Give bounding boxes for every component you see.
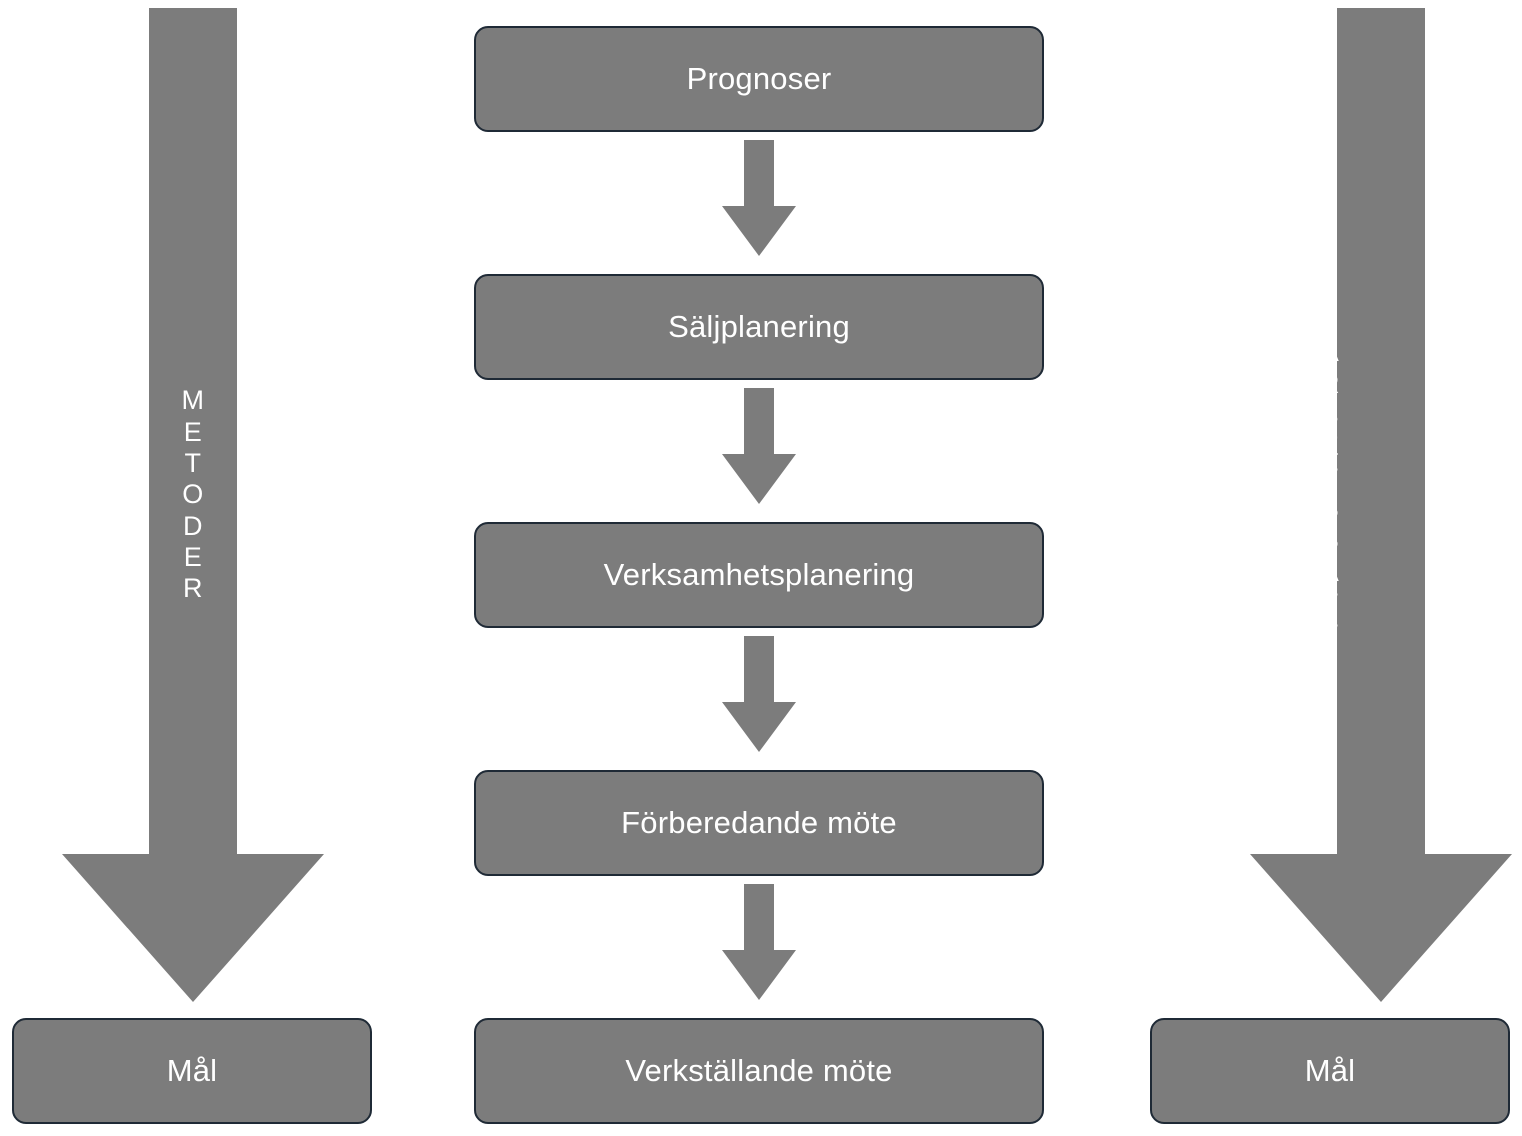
node-label: Verkställande möte [625,1053,893,1088]
node-prognoser[interactable] [474,26,1044,132]
left-label-char: E [183,541,203,572]
right-label-char: T [1321,462,1339,493]
node-label: Förberedande möte [621,805,897,840]
right-label-char: T [1321,587,1339,618]
right-label-char: Ä [1320,556,1340,587]
right-label-char: R [1320,368,1340,399]
node-saljplanering[interactable] [474,274,1044,380]
right-label-char: S [1320,494,1340,524]
left-label-char: D [183,510,203,541]
right-label-char: B [1320,400,1340,431]
node-label: Prognoser [686,61,832,96]
right-arrow-label [1300,248,1360,740]
node-label: Säljplanering [668,309,850,344]
connector-down-arrow-icon-4 [722,884,796,1000]
node-goal-right[interactable] [1150,1018,1510,1124]
left-label-char: E [183,416,203,447]
left-label-char: M [181,385,205,416]
connector-down-arrow-icon-1 [722,140,796,256]
right-label-char: S [1320,525,1340,556]
node-goal-left[interactable] [12,1018,372,1124]
right-label-char: E [1320,431,1340,462]
node-forberedande-mote[interactable] [474,770,1044,876]
left-arrow-label [163,325,223,665]
right-label-char: T [1321,619,1339,650]
connector-down-arrow-icon-3 [722,636,796,752]
connector-down-arrow-icon-2 [722,388,796,504]
node-label: Mål [1304,1053,1356,1088]
left-label-char: R [183,573,203,604]
node-verkstallande-mote[interactable] [474,1018,1044,1124]
left-label-char: O [182,479,204,510]
right-label-char: A [1320,337,1340,368]
node-label: Mål [166,1053,218,1088]
node-verksamhetsplanering[interactable] [474,522,1044,628]
right-down-arrow-icon [1250,8,1512,1002]
node-label: Verksamhetsplanering [603,557,915,592]
left-label-char: T [184,448,202,479]
